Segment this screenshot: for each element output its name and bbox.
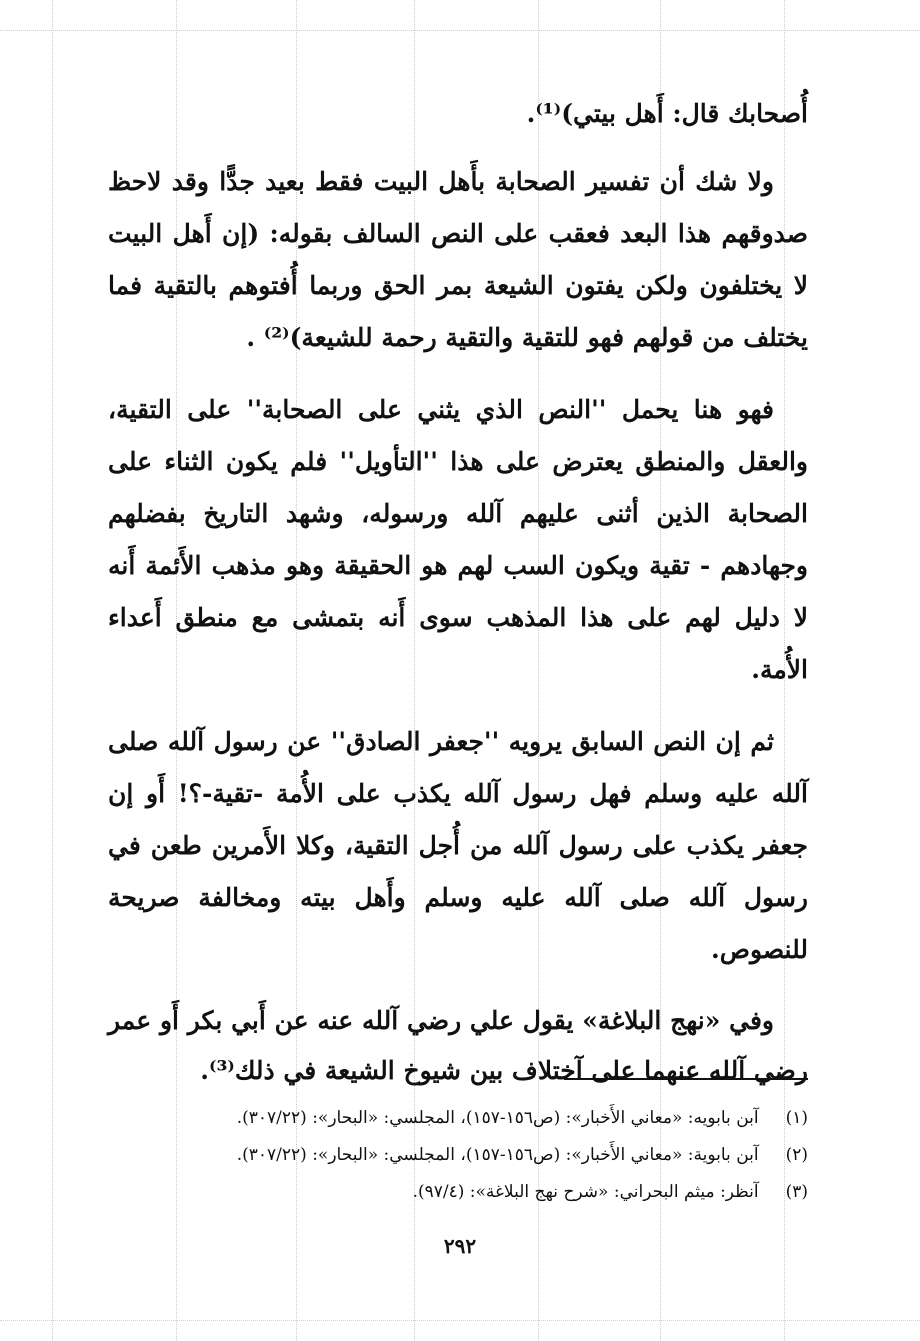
body-text bbox=[108, 88, 808, 1116]
footnote-list bbox=[108, 1100, 808, 1211]
footnote-number: (١) bbox=[785, 1108, 808, 1128]
paragraph: أُصحابك قال: أَهل بيتي)⁽¹⁾. bbox=[526, 99, 808, 128]
scan-guide-line bbox=[0, 1320, 920, 1321]
paragraph: ثم إن النص السابق يرويه ''جعفر الصادق'' عن رسول آلله صلى آلله عليه وسلم فهل رسول آلله يكذب على الأُمة -تقية-؟! أَو إن جعفر يكذب على رسول آلله من أُجل التقية، وكلا الأَمرين طعن في رسول آلله صلى آلله عليه وسلم وأَهل بيته ومخالفة صريحة للنصوص. bbox=[108, 727, 808, 964]
footnote-item bbox=[108, 1174, 808, 1211]
paragraph: فهو هنا يحمل ''النص الذي يثني على الصحابة'' على التقية، والعقل والمنطق يعترض على هذا ''التأويل'' فلم يكون الثناء على الصحابة الذين أثنى عليهم آلله ورسوله، وشهد التاريخ بفضلهم وجهادهم - تقية ويكون السب لهم هو الحقيقة وهو مذهب الأَئمة أَنه لا دليل لهم على هذا المذهب سوى أَنه بتمشى مع منطق أَعداء الأُمة. bbox=[108, 395, 808, 684]
footnote-item bbox=[108, 1100, 808, 1137]
footnote-number: (٢) bbox=[785, 1145, 808, 1165]
scan-guide-line bbox=[0, 30, 920, 31]
paragraph: ولا شك أن تفسير الصحابة بأَهل البيت فقط بعيد جدًّا وقد لاحظ صدوقهم هذا البعد فعقب على النص السالف بقوله: (إن أَهل البيت لا يختلفون ولكن يفتون الشيعة بمر الحق وربما أُفتوهم بالتقية فما يختلف من قولهم فهو للتقية والتقية رحمة للشيعة)⁽²⁾ . bbox=[108, 167, 808, 352]
page-number: ٢٩٢ bbox=[443, 1234, 477, 1258]
footnote-text: آبن بابويه: «معاني الأَخبار»: (ص١٥٦-١٥٧)، المجلسي: «البحار»: (٣٠٧/٢٢). bbox=[236, 1108, 759, 1128]
footnote-item bbox=[108, 1137, 808, 1174]
scan-guide-line bbox=[52, 0, 53, 1341]
footnote-separator bbox=[564, 1078, 808, 1080]
paragraph: وفي «نهج البلاغة» يقول علي رضي آلله عنه عن أَبي بكر أَو عمر رضي آلله عنهما على آختلاف بين شيوخ الشيعة في ذلك⁽³⁾. bbox=[108, 1006, 808, 1085]
footnote-number: (٣) bbox=[785, 1182, 808, 1202]
footnote-text: آبن بابوية: «معاني الأَخبار»: (ص١٥٦-١٥٧)، المجلسي: «البحار»: (٣٠٧/٢٢). bbox=[236, 1145, 759, 1165]
footnote-text: آنظر: ميثم البحراني: «شرح نهج البلاغة»: (٩٧/٤). bbox=[412, 1182, 759, 1202]
